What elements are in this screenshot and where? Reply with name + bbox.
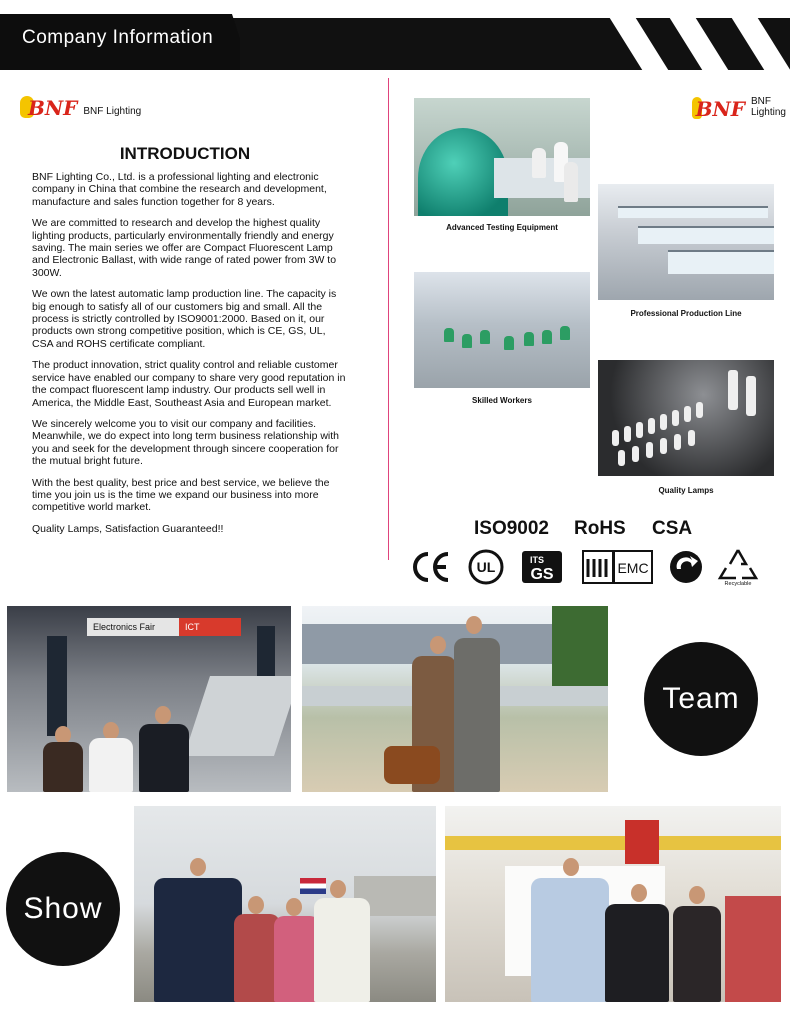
intro-paragraph: BNF Lighting Co., Ltd. is a professional lighting and electronic company in China that combine the research and development, manufacture and sales function together for 8 years. xyxy=(32,171,327,208)
logo-name: BNF Lighting xyxy=(83,106,142,117)
street-photo xyxy=(302,606,608,792)
logo-name: BNF Lighting xyxy=(750,96,786,118)
svg-text:GS: GS xyxy=(530,566,554,583)
show-label: Show xyxy=(6,852,120,966)
company-logo-right xyxy=(692,96,790,119)
photo-caption: Skilled Workers xyxy=(472,396,532,405)
intro-paragraph: With the best quality, best price and best service, we believe the time you join us is the time we expand our business into more competitive world market. xyxy=(32,476,330,514)
photo-caption: Quality Lamps xyxy=(658,486,714,495)
company-logo xyxy=(20,96,141,118)
fair-banner: Electronics Fair xyxy=(87,618,197,636)
svg-text:UL: UL xyxy=(476,559,496,575)
green-dot-icon xyxy=(668,549,704,585)
photo-caption: Professional Production Line xyxy=(630,309,742,318)
ce-mark-icon xyxy=(410,550,452,584)
exhibition-hall-photo xyxy=(445,806,781,1002)
fair-banner-ict: ICT xyxy=(179,618,241,636)
production-line-photo xyxy=(598,184,774,300)
cert-iso9002: ISO9002 xyxy=(474,518,549,539)
cert-csa: CSA xyxy=(652,518,693,539)
river-photo xyxy=(134,806,436,1002)
cert-rohs: RoHS xyxy=(574,518,626,539)
certification-icons xyxy=(410,546,760,586)
intro-paragraph: The product innovation, strict quality control and reliable customer service have enabled our company to share very good reputation in the compact fluorescent lamp industry. Our products sell well in America, the Middle East, Southeast Asia and European market. xyxy=(32,359,346,409)
intro-paragraph: We are committed to research and develop the highest quality lighting products, particularly environmentally friendly and energy saving. The main series we offer are Compact Fluorescent Lamp and Electronic Ballast, with wide range of rated power from 3W to 300W. xyxy=(32,217,337,279)
svg-text:ITS: ITS xyxy=(530,555,545,565)
team-label: Team xyxy=(644,642,758,756)
svg-text:EMC: EMC xyxy=(617,560,649,576)
column-divider xyxy=(388,78,389,560)
recyclable-icon xyxy=(716,546,760,586)
section-title: Company Information xyxy=(22,27,214,48)
photo-caption: Advanced Testing Equipment xyxy=(446,223,558,232)
skilled-workers-photo xyxy=(414,272,590,388)
intro-paragraph: We own the latest automatic lamp production line. The capacity is big enough to satisfy all of our customers big and small. All the process is strictly controlled by ISO9001:2000. Based on it, our products own strong competitive position, which is CE, GS, UL, CSA and ROHS certificate compliant. xyxy=(32,288,337,350)
tuv-gs-icon xyxy=(520,549,564,585)
intro-paragraph: Quality Lamps, Satisfaction Guaranteed!! xyxy=(32,522,224,535)
intro-heading: INTRODUCTION xyxy=(119,144,251,163)
intro-body xyxy=(32,171,346,544)
logo-mark: BNF xyxy=(28,96,78,120)
quality-lamps-photo xyxy=(598,360,774,476)
emc-icon xyxy=(582,549,654,585)
intro-paragraph: We sincerely welcome you to visit our company and facilities. Meanwhile, we do expect into long term business relationship with you and seek for the development through sincere cooperation for the mutual bright future. xyxy=(32,417,339,468)
trade-fair-photo xyxy=(7,606,291,792)
svg-text:Recyclable: Recyclable xyxy=(724,581,752,586)
ul-listed-icon xyxy=(468,549,504,585)
testing-equipment-photo xyxy=(414,98,590,216)
logo-mark: BNF xyxy=(695,97,745,121)
